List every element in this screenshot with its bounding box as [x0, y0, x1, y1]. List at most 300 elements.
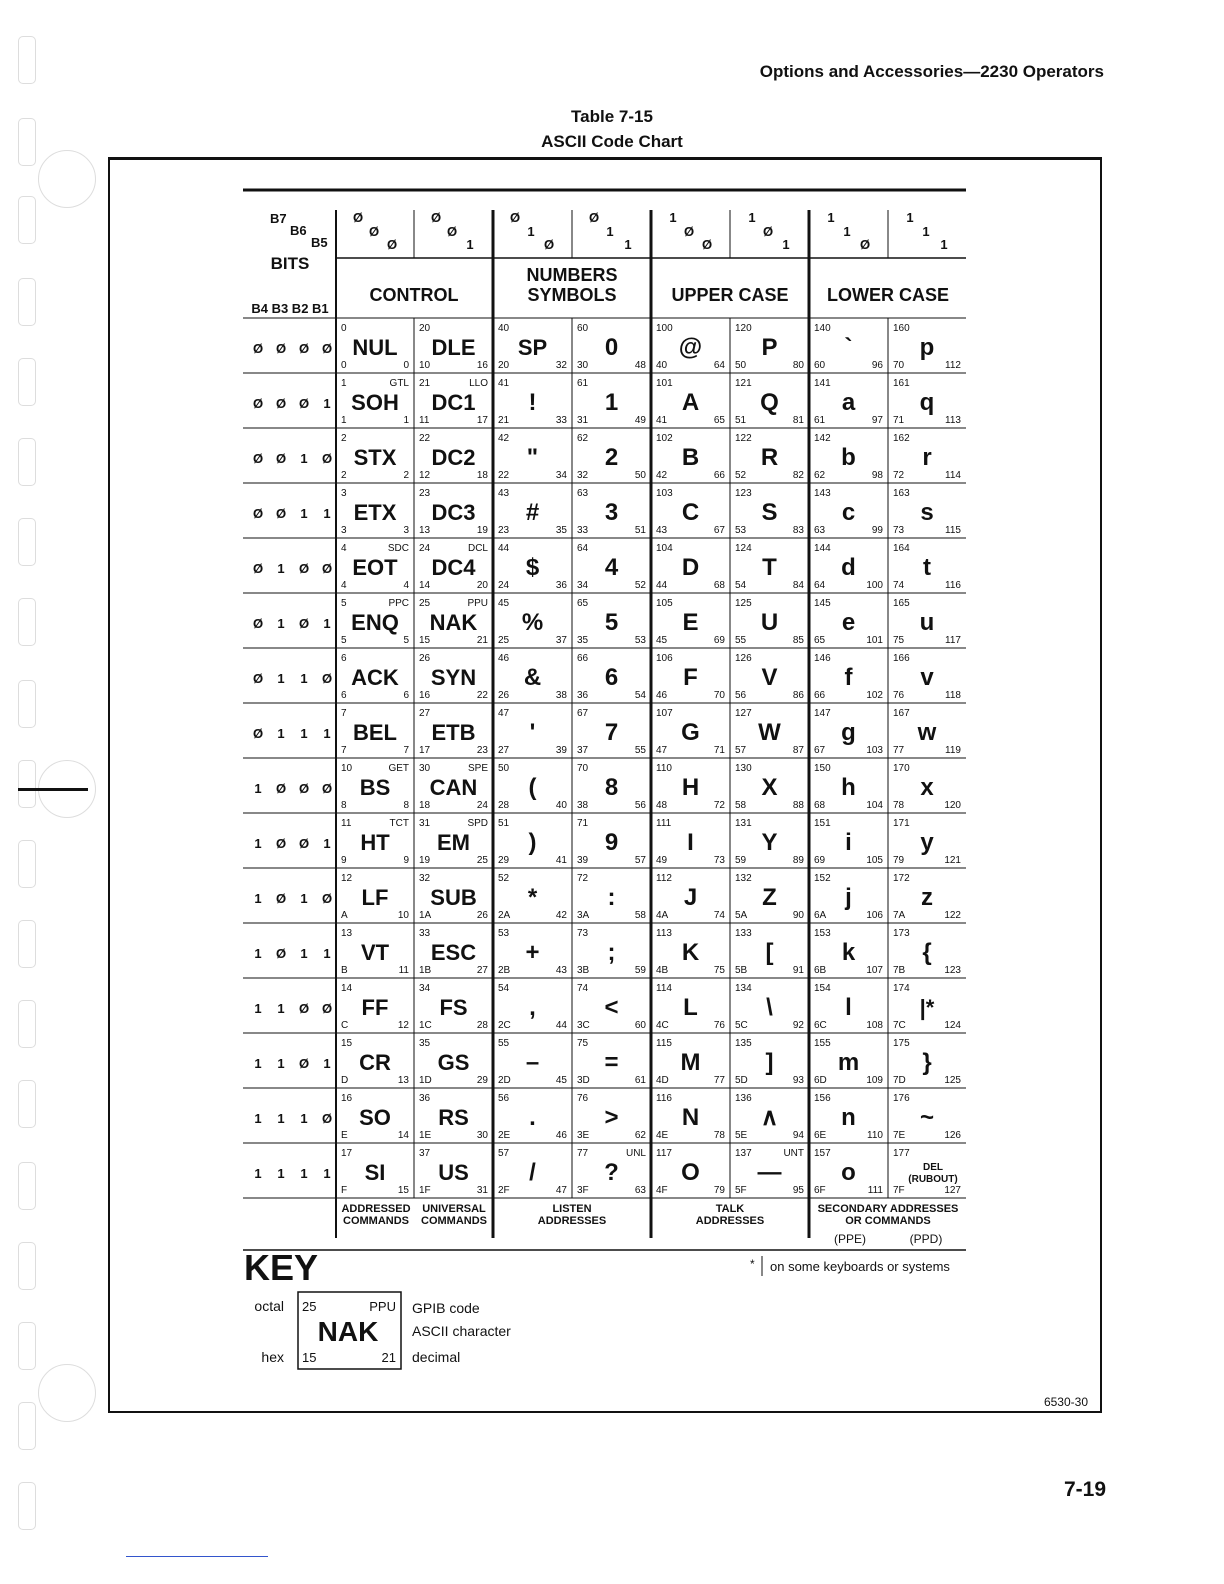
- ascii-character: d: [841, 554, 856, 581]
- octal-code: 155: [814, 1038, 831, 1049]
- hex-code: 59: [735, 855, 747, 866]
- row-bit: 1: [323, 396, 331, 411]
- ascii-character: #: [525, 499, 540, 526]
- ascii-character: $: [525, 554, 540, 581]
- ascii-character: SP: [517, 335, 548, 360]
- ascii-character: GS: [437, 1050, 470, 1075]
- ascii-character: N: [681, 1104, 700, 1131]
- octal-code: 40: [498, 323, 510, 334]
- octal-code: 31: [419, 818, 431, 829]
- decimal-code: 35: [555, 525, 567, 536]
- row-bit: 1: [323, 616, 331, 631]
- col-bit-b6: Ø: [446, 224, 458, 239]
- row-bit: Ø: [275, 506, 287, 521]
- octal-code: 42: [498, 433, 510, 444]
- ascii-character: DLE: [431, 335, 476, 360]
- ascii-character: t: [923, 554, 931, 581]
- octal-code: 47: [498, 708, 510, 719]
- row-bit: Ø: [252, 561, 264, 576]
- ascii-character: 2: [604, 444, 619, 471]
- bit-label-b4-b1: B4 B3 B2 B1: [251, 301, 329, 316]
- bit-label-b5: B5: [311, 235, 328, 250]
- decimal-code: 50: [634, 470, 646, 481]
- octal-code: 153: [814, 928, 831, 939]
- ascii-character: Y: [761, 829, 778, 856]
- ascii-character: ETB: [431, 720, 476, 745]
- hex-code: 2E: [498, 1130, 511, 1141]
- row-bit: 1: [323, 506, 331, 521]
- octal-code: 45: [498, 598, 510, 609]
- hex-code: 11: [419, 415, 430, 426]
- ascii-character: &: [523, 664, 542, 691]
- hex-code: 7: [341, 745, 347, 756]
- hex-code: 0: [341, 360, 347, 371]
- decimal-code: 1: [403, 415, 409, 426]
- gpib-code: TCT: [389, 818, 409, 829]
- ascii-character: M: [680, 1049, 701, 1076]
- hex-code: 1C: [419, 1020, 432, 1031]
- ascii-character: W: [758, 719, 781, 746]
- decimal-code: 33: [555, 415, 567, 426]
- ascii-character: *: [527, 884, 538, 911]
- decimal-code: 11: [398, 965, 409, 976]
- decimal-code: 112: [945, 360, 961, 371]
- octal-code: 67: [577, 708, 589, 719]
- ascii-character: CAN: [429, 775, 478, 800]
- page-number: 7-19: [1063, 1478, 1106, 1501]
- ascii-character: }: [922, 1049, 932, 1076]
- decimal-code: 27: [476, 965, 488, 976]
- row-bit: Ø: [275, 946, 287, 961]
- decimal-code: 57: [634, 855, 646, 866]
- hex-code: 6F: [814, 1185, 826, 1196]
- col-bit-b6: Ø: [762, 224, 774, 239]
- row-bit: 1: [300, 451, 308, 466]
- octal-code: 54: [498, 983, 510, 994]
- octal-code: 161: [893, 378, 910, 389]
- decimal-code: 115: [945, 525, 961, 536]
- decimal-code: 71: [713, 745, 725, 756]
- octal-code: 53: [498, 928, 510, 939]
- decimal-code: 108: [866, 1020, 883, 1031]
- group-symbols: SYMBOLS: [527, 285, 617, 305]
- octal-code: 123: [735, 488, 752, 499]
- hex-code: 61: [814, 415, 826, 426]
- octal-code: 110: [656, 763, 672, 774]
- ascii-character: SUB: [430, 885, 477, 910]
- row-bit: Ø: [321, 1111, 333, 1126]
- row-bit: 1: [277, 671, 285, 686]
- octal-code: 166: [893, 653, 910, 664]
- row-bit: Ø: [298, 781, 310, 796]
- hex-code: 52: [735, 470, 747, 481]
- ascii-character: \: [766, 994, 773, 1021]
- hex-code: 35: [577, 635, 589, 646]
- decimal-code: 126: [944, 1130, 961, 1141]
- decimal-code: 26: [476, 910, 488, 921]
- row-bit: 1: [323, 1056, 331, 1071]
- decimal-code: 111: [867, 1185, 883, 1196]
- decimal-code: 89: [792, 855, 804, 866]
- decimal-code: 91: [792, 965, 804, 976]
- octal-code: 52: [498, 873, 510, 884]
- decimal-code: 87: [792, 745, 804, 756]
- ascii-character: e: [841, 609, 856, 636]
- octal-code: 174: [893, 983, 910, 994]
- decimal-code: 72: [713, 800, 725, 811]
- hex-code: 30: [577, 360, 589, 371]
- decimal-code: 70: [713, 690, 725, 701]
- hex-code: 69: [814, 855, 826, 866]
- gpib-code: PPC: [388, 598, 409, 609]
- decimal-code: 41: [555, 855, 567, 866]
- ascii-character: K: [681, 939, 700, 966]
- ascii-character: (RUBOUT): [908, 1174, 958, 1185]
- col-bit-b7: Ø: [430, 210, 442, 225]
- hex-code: 1B: [419, 965, 432, 976]
- hex-code: 2: [341, 470, 347, 481]
- decimal-code: 67: [713, 525, 725, 536]
- octal-code: 147: [814, 708, 831, 719]
- octal-code: 165: [893, 598, 910, 609]
- octal-code: 141: [814, 378, 831, 389]
- octal-code: 163: [893, 488, 910, 499]
- ascii-character: US: [438, 1160, 469, 1185]
- octal-code: 135: [735, 1038, 752, 1049]
- decimal-code: 107: [866, 965, 883, 976]
- row-bit: 1: [300, 946, 308, 961]
- decimal-code: 37: [555, 635, 567, 646]
- ascii-character: .: [529, 1104, 536, 1131]
- octal-code: 144: [814, 543, 831, 554]
- decimal-code: 59: [634, 965, 646, 976]
- decimal-code: 69: [713, 635, 725, 646]
- footer-talk: ADDRESSES: [695, 1215, 765, 1227]
- ascii-character: 9: [604, 829, 619, 856]
- decimal-code: 38: [555, 690, 567, 701]
- col-bit-b7: Ø: [509, 210, 521, 225]
- hex-code: 2D: [498, 1075, 511, 1086]
- decimal-code: 93: [792, 1075, 804, 1086]
- col-bit-b5: Ø: [386, 237, 398, 252]
- row-bit: 1: [323, 836, 331, 851]
- octal-code: 164: [893, 543, 910, 554]
- ascii-character: z: [921, 884, 933, 911]
- hex-code: 14: [419, 580, 431, 591]
- octal-code: 157: [814, 1148, 831, 1159]
- key-desc-ascii: ASCII character: [412, 1323, 511, 1339]
- octal-code: 65: [577, 598, 589, 609]
- hex-code: 10: [419, 360, 431, 371]
- octal-code: 36: [419, 1093, 431, 1104]
- hex-code: 70: [893, 360, 905, 371]
- octal-code: 171: [893, 818, 910, 829]
- ascii-character: 8: [604, 774, 619, 801]
- key-hex-label: hex: [261, 1349, 284, 1365]
- decimal-code: 80: [792, 360, 804, 371]
- octal-code: 113: [656, 928, 672, 939]
- decimal-code: 109: [866, 1075, 883, 1086]
- octal-code: 2: [341, 433, 347, 444]
- hex-code: 29: [498, 855, 510, 866]
- ascii-character: :: [607, 884, 616, 911]
- hex-code: F: [341, 1185, 348, 1196]
- hex-code: 63: [814, 525, 826, 536]
- ascii-character: ;: [607, 939, 616, 966]
- octal-code: 16: [341, 1093, 353, 1104]
- ascii-character: ": [526, 444, 539, 471]
- row-bit: Ø: [275, 341, 287, 356]
- hex-code: 79: [893, 855, 905, 866]
- octal-code: 51: [498, 818, 510, 829]
- ascii-character: Q: [760, 389, 779, 416]
- ascii-character: STX: [353, 445, 397, 470]
- hex-code: 31: [577, 415, 589, 426]
- ascii-character: F: [683, 664, 698, 691]
- octal-code: 7: [341, 708, 347, 719]
- ascii-character: EM: [437, 830, 470, 855]
- ascii-character: FF: [361, 995, 389, 1020]
- key-desc-decimal: decimal: [412, 1349, 461, 1365]
- hex-code: 19: [419, 855, 431, 866]
- ascii-character: SI: [364, 1160, 386, 1185]
- octal-code: 143: [814, 488, 831, 499]
- underline-mark: [126, 1556, 268, 1557]
- decimal-code: 16: [476, 360, 488, 371]
- hex-code: 13: [419, 525, 431, 536]
- ascii-character: DC2: [431, 445, 476, 470]
- col-bit-b7: Ø: [588, 210, 600, 225]
- hex-code: 4F: [656, 1185, 668, 1196]
- decimal-code: 98: [871, 470, 883, 481]
- hex-code: 26: [498, 690, 510, 701]
- ascii-character: CR: [359, 1050, 391, 1075]
- row-bit: Ø: [321, 451, 333, 466]
- hex-code: 55: [735, 635, 747, 646]
- row-bit: Ø: [252, 451, 264, 466]
- octal-code: 132: [735, 873, 752, 884]
- decimal-code: 22: [476, 690, 488, 701]
- ascii-character: SO: [359, 1105, 391, 1130]
- octal-code: 121: [735, 378, 752, 389]
- hex-code: 1E: [419, 1130, 432, 1141]
- decimal-code: 66: [713, 470, 725, 481]
- row-bit: Ø: [275, 891, 287, 906]
- hex-code: 37: [577, 745, 589, 756]
- hex-code: 65: [814, 635, 826, 646]
- ascii-character: –: [525, 1049, 540, 1076]
- hex-code: 66: [814, 690, 826, 701]
- octal-code: 63: [577, 488, 589, 499]
- key-example-gpib: PPU: [369, 1299, 396, 1314]
- hex-code: 58: [735, 800, 747, 811]
- bit-label-b6: B6: [290, 223, 307, 238]
- octal-code: 1: [341, 378, 347, 389]
- octal-code: 134: [735, 983, 752, 994]
- octal-code: 27: [419, 708, 431, 719]
- decimal-code: 96: [871, 360, 883, 371]
- row-bit: Ø: [321, 341, 333, 356]
- hex-code: 4D: [656, 1075, 669, 1086]
- ascii-character: y: [920, 829, 934, 856]
- decimal-code: 17: [476, 415, 488, 426]
- ascii-character: —: [757, 1159, 782, 1186]
- row-bit: 1: [300, 1166, 308, 1181]
- ascii-character: B: [681, 444, 700, 471]
- col-bit-b5: Ø: [701, 237, 713, 252]
- decimal-code: 36: [555, 580, 567, 591]
- hex-code: 4: [341, 580, 347, 591]
- decimal-code: 68: [713, 580, 725, 591]
- hex-code: 5C: [735, 1020, 748, 1031]
- decimal-code: 53: [634, 635, 646, 646]
- hex-code: 1A: [419, 910, 432, 921]
- col-bit-b6: 1: [843, 224, 851, 239]
- hex-code: 12: [419, 470, 431, 481]
- hex-code: 2A: [498, 910, 511, 921]
- octal-code: 0: [341, 323, 347, 334]
- decimal-code: 77: [713, 1075, 725, 1086]
- row-bit: 1: [254, 781, 262, 796]
- row-bit: Ø: [275, 451, 287, 466]
- decimal-code: 95: [792, 1185, 804, 1196]
- decimal-code: 44: [555, 1020, 567, 1031]
- hex-code: 3C: [577, 1020, 590, 1031]
- hex-code: E: [341, 1130, 348, 1141]
- octal-code: 103: [656, 488, 673, 499]
- decimal-code: 117: [945, 635, 961, 646]
- ascii-character: DC3: [431, 500, 476, 525]
- hex-code: 42: [656, 470, 668, 481]
- ascii-character: LF: [361, 885, 389, 910]
- footer-secondary: SECONDARY ADDRESSES: [817, 1203, 959, 1215]
- hex-code: 3E: [577, 1130, 590, 1141]
- ascii-character: L: [683, 994, 698, 1021]
- decimal-code: 14: [397, 1130, 409, 1141]
- hex-code: 32: [577, 470, 589, 481]
- octal-code: 104: [656, 543, 673, 554]
- decimal-code: 32: [555, 360, 567, 371]
- row-bit: Ø: [275, 396, 287, 411]
- octal-code: 175: [893, 1038, 910, 1049]
- ascii-character: c: [841, 499, 856, 526]
- ascii-character: s: [920, 499, 934, 526]
- octal-code: 131: [735, 818, 752, 829]
- decimal-code: 43: [555, 965, 567, 976]
- decimal-code: 84: [792, 580, 804, 591]
- octal-code: 151: [814, 818, 831, 829]
- ascii-character: BEL: [353, 720, 397, 745]
- hex-code: 40: [656, 360, 668, 371]
- octal-code: 13: [341, 928, 353, 939]
- octal-code: 60: [577, 323, 589, 334]
- octal-code: 117: [656, 1148, 672, 1159]
- ascii-character: ): [528, 829, 537, 856]
- col-bit-b5: 1: [466, 237, 474, 252]
- hex-code: 6D: [814, 1075, 827, 1086]
- ascii-character: q: [919, 389, 935, 416]
- octal-code: 6: [341, 653, 347, 664]
- footer-addressed: COMMANDS: [343, 1215, 409, 1227]
- hex-code: 8: [341, 800, 347, 811]
- row-bit: Ø: [298, 616, 310, 631]
- footer-addressed: ADDRESSED: [341, 1203, 411, 1215]
- ascii-character: NAK: [429, 610, 478, 635]
- octal-code: 23: [419, 488, 431, 499]
- row-bit: Ø: [252, 616, 264, 631]
- decimal-code: 34: [555, 470, 567, 481]
- ascii-character: SOH: [351, 390, 399, 415]
- octal-code: 15: [341, 1038, 353, 1049]
- hex-code: 3B: [577, 965, 590, 976]
- hex-code: 18: [419, 800, 431, 811]
- octal-code: 176: [893, 1093, 910, 1104]
- decimal-code: 7: [403, 745, 409, 756]
- group-control: CONTROL: [369, 285, 459, 305]
- octal-code: 57: [498, 1148, 510, 1159]
- hex-code: 16: [419, 690, 431, 701]
- decimal-code: 6: [403, 690, 409, 701]
- hex-code: B: [341, 965, 348, 976]
- col-bit-b6: 1: [527, 224, 535, 239]
- octal-code: 24: [419, 543, 431, 554]
- table-number: Table 7-15: [571, 107, 653, 126]
- hex-code: 2B: [498, 965, 511, 976]
- gpib-code: GET: [388, 763, 409, 774]
- octal-code: 127: [735, 708, 752, 719]
- hex-code: 71: [893, 415, 905, 426]
- hex-code: 4B: [656, 965, 669, 976]
- decimal-code: 102: [866, 690, 883, 701]
- decimal-code: 0: [403, 360, 409, 371]
- key-title: KEY: [244, 1247, 319, 1288]
- decimal-code: 104: [866, 800, 883, 811]
- ascii-character: [: [765, 939, 774, 966]
- hex-code: 4A: [656, 910, 669, 921]
- figure-number: 6530-30: [1043, 1395, 1088, 1409]
- hex-code: 67: [814, 745, 826, 756]
- ascii-character: f: [844, 664, 853, 691]
- ascii-character: <: [604, 994, 619, 1021]
- hex-code: D: [341, 1075, 349, 1086]
- octal-code: 112: [656, 873, 672, 884]
- ascii-character: 0: [604, 334, 619, 361]
- ascii-character: x: [920, 774, 934, 801]
- octal-code: 61: [577, 378, 589, 389]
- ascii-character: ETX: [353, 500, 397, 525]
- hex-code: 23: [498, 525, 510, 536]
- key-example-char: NAK: [317, 1316, 379, 1347]
- hex-code: 57: [735, 745, 747, 756]
- row-bit: 1: [300, 506, 308, 521]
- octal-code: 170: [893, 763, 910, 774]
- octal-code: 162: [893, 433, 910, 444]
- key-footnote: on some keyboards or systems: [770, 1259, 950, 1274]
- ascii-character: %: [521, 609, 544, 636]
- hex-code: A: [341, 910, 348, 921]
- row-bit: Ø: [321, 891, 333, 906]
- row-bit: 1: [254, 1001, 262, 1016]
- hex-code: 2F: [498, 1185, 510, 1196]
- hex-code: 6E: [814, 1130, 827, 1141]
- octal-code: 5: [341, 598, 347, 609]
- decimal-code: 23: [476, 745, 488, 756]
- hex-code: 2C: [498, 1020, 511, 1031]
- hex-code: 6C: [814, 1020, 827, 1031]
- hex-code: 7E: [893, 1130, 906, 1141]
- hex-code: 6A: [814, 910, 827, 921]
- footer-universal: UNIVERSAL: [422, 1203, 486, 1215]
